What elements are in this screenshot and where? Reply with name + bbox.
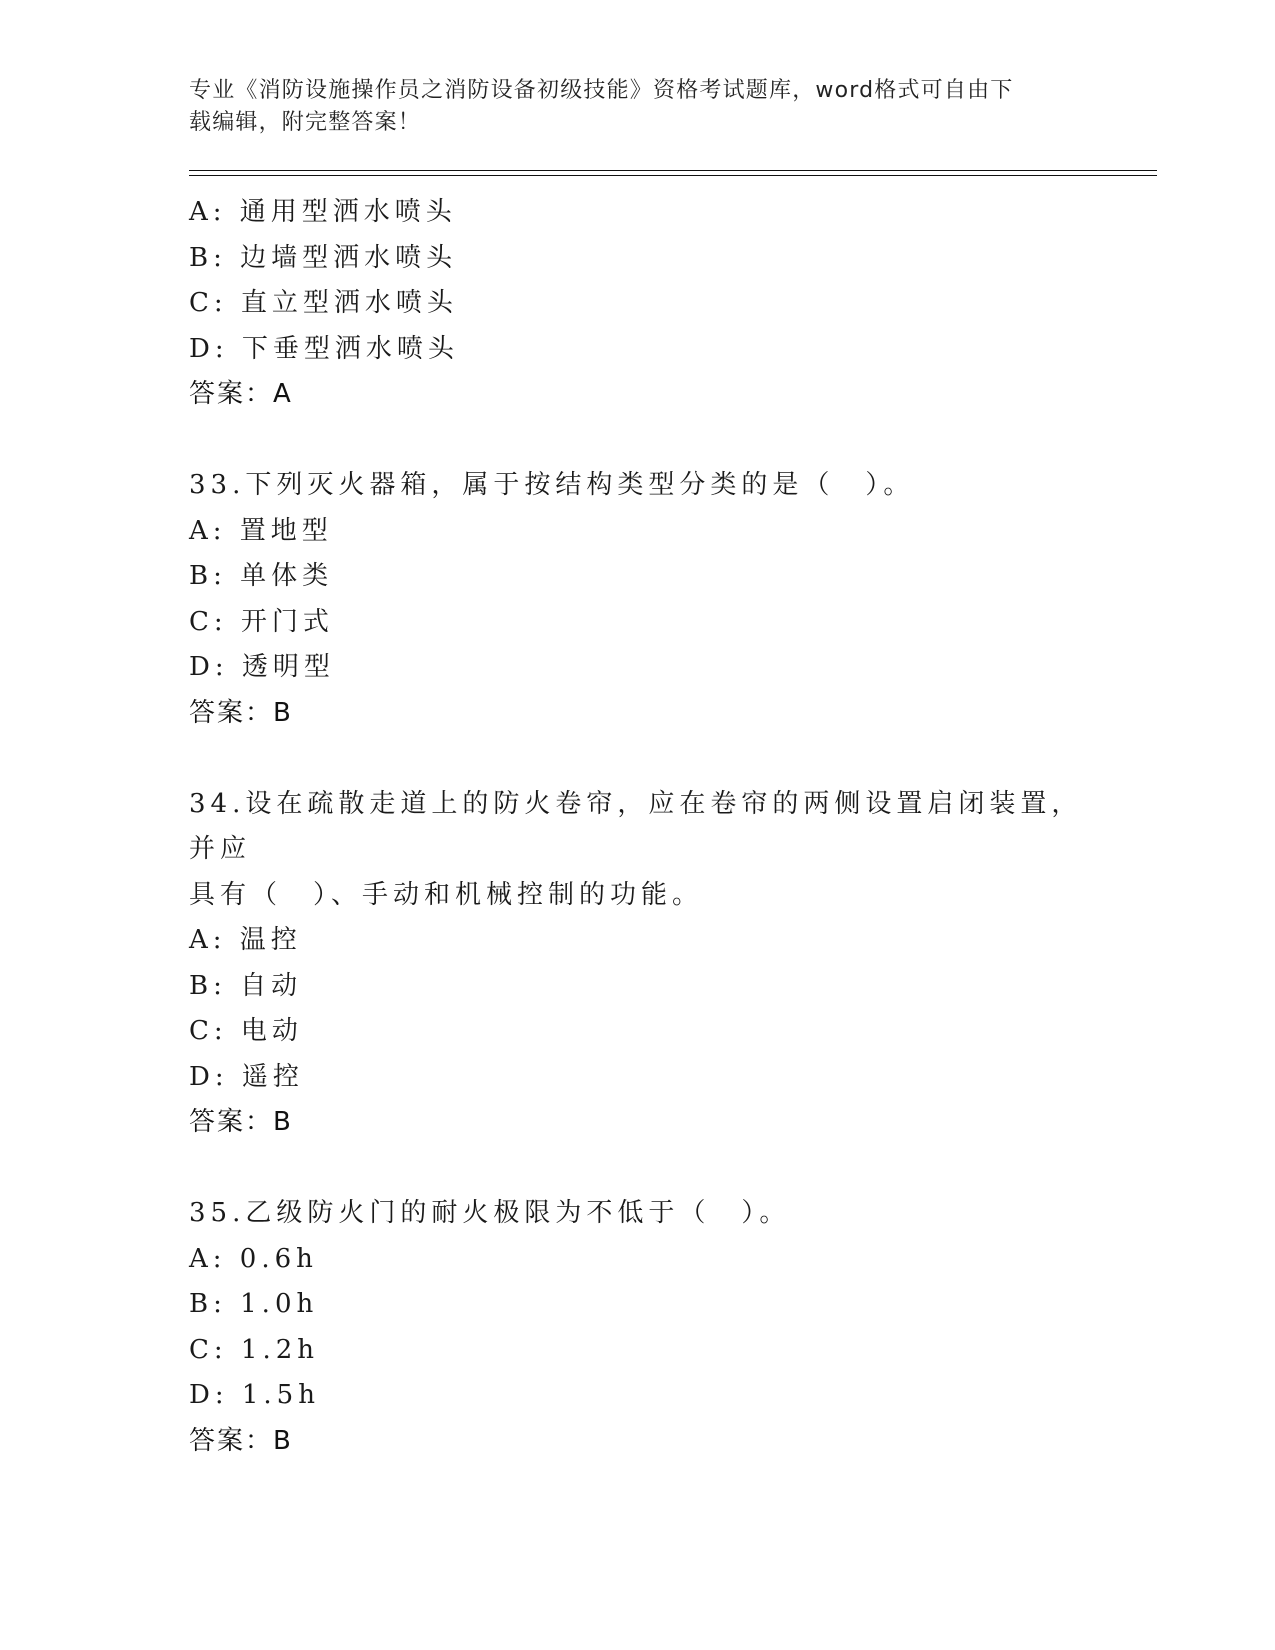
question-list	[189, 190, 1149, 1464]
option-d: D: 遥控	[189, 1061, 304, 1092]
header-line-1: 专业《消防设施操作员之消防设备初级技能》资格考试题库，word格式可自由下	[189, 78, 1014, 103]
answer-line: 答案：B	[189, 697, 293, 728]
option-d: D: 1.5h	[189, 1380, 320, 1410]
header-rule-top	[189, 170, 1157, 171]
option-b: B: 1.0h	[189, 1289, 319, 1319]
option-a: A: 通用型洒水喷头	[189, 197, 457, 227]
option-b: B: 自动	[189, 970, 303, 1001]
question-block-33	[189, 463, 1149, 736]
option-d: D: 透明型	[189, 652, 335, 682]
question-stem: 35.乙级防火门的耐火极限为不低于（ ）。	[189, 1198, 791, 1228]
question-stem-continued: 具有（ ）、手动和机械控制的功能。	[189, 879, 704, 910]
option-c: C: 开门式	[189, 606, 334, 637]
document-header	[189, 75, 1069, 139]
option-a: A: 温控	[189, 925, 302, 955]
question-stem: 33.下列灭火器箱，属于按结构类型分类的是（ ）。	[189, 470, 915, 500]
option-b: B: 边墙型洒水喷头	[189, 242, 458, 273]
option-a: A: 0.6h	[189, 1243, 318, 1274]
option-c: C: 1.2h	[189, 1334, 320, 1365]
header-line-2: 载编辑，附完整答案！	[189, 110, 422, 135]
question-block-34	[189, 782, 1149, 1146]
answer-line: 答案：A	[189, 379, 293, 409]
option-c: C: 直立型洒水喷头	[189, 288, 458, 318]
question-block-32	[189, 190, 1149, 418]
option-a: A: 置地型	[189, 515, 333, 546]
header-rule-bottom	[189, 175, 1157, 176]
option-d: D: 下垂型洒水喷头	[189, 333, 459, 364]
question-block-35	[189, 1191, 1149, 1464]
option-b: B: 单体类	[189, 561, 334, 591]
answer-line: 答案：B	[189, 1425, 293, 1456]
option-c: C: 电动	[189, 1016, 303, 1046]
question-stem: 34.设在疏散走道上的防火卷帘，应在卷帘的两侧设置启闭装置，并应	[189, 788, 1083, 864]
answer-line: 答案：B	[189, 1107, 293, 1137]
